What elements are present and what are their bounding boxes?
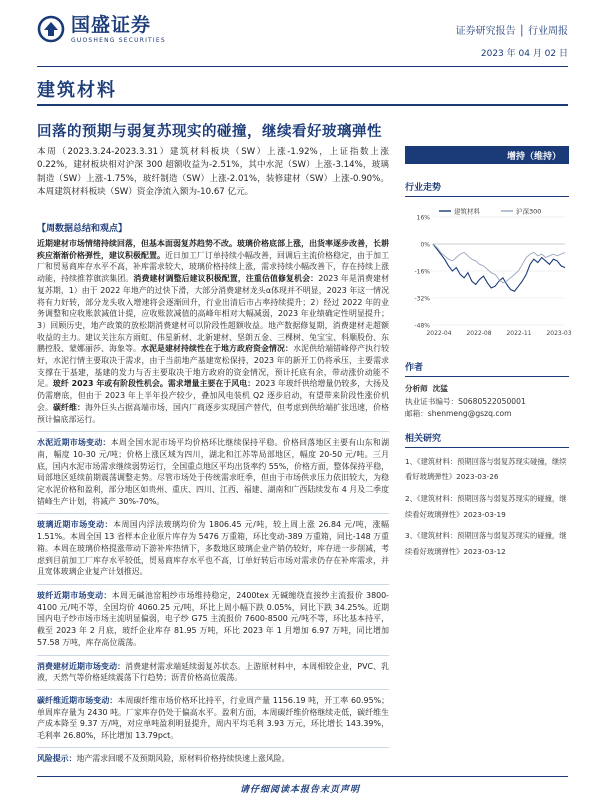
cement-text: 水泥供给端错峰停产执行较好，水泥行情主要取决于需求，由于当前地产基建宽松保持，2023 年的新开工仍将承压，主要需求支撑在于基建，基建的发力与否主要取决于地方政府的资金情况，预计托底有余，带动涨价动能不足。 [37,344,389,389]
analyst-name: 沈猛 [432,384,448,393]
risk-label: 风险提示： [37,753,77,763]
fiber-lead: 玻纤 2023 年或有阶段性机会。需求增量主要在于风电： [52,379,256,389]
analyst-line [405,383,569,396]
logo-icon [37,15,65,43]
fiberglass-label: 玻纤近期市场变动： [37,590,112,600]
section-divider [37,655,389,656]
report-type: 证券研究报告 │ 行业周报 [455,26,568,37]
logo-subtext: GUOSHENG SECURITIES [71,37,166,44]
performance-chart-svg [405,203,572,348]
series-line [433,244,565,283]
y-tick-label: -16% [414,268,430,276]
paragraph-carbon [37,695,389,742]
outlook-lead: 近期建材市场情绪持续回落，但基本面弱复苏趋势不改。玻璃价格底部上涨，出货率逐步改善，长耕疾应渐渐价格弹性，建议积极配置。 [37,239,389,260]
related-report-link[interactable]: 1、《建筑材料：预期回落与弱复苏现实碰撞，继续看好玻璃弹性》2023-03-26 [405,456,567,482]
y-tick-label: 16% [416,214,430,222]
section-divider [37,689,389,690]
fiber-text: 2023 年玻纤供给增量仍较多，大扬及仍需磨底，但由于 2023 年上半年投产较少，叠加风电装机 Q2 逐步启动，有望带来阶段性涨价机会。 [37,379,389,412]
consumer-body: 消费建材需求端延续弱复苏状态。上游原材料中，本周相较企业，PVC、乳液，天然气等价格延续震荡下行趋势；沥青价格高位震荡。 [37,661,389,683]
fiberglass-body: 本周无碱池窑粗纱市场维持稳定，2400tex 无碱缠绕直接纱主流报价 3800-4100 元/吨不等，全国均价 4060.25 元/吨，环比上周小幅下跌 0.05%，同比下跌 34.25%。近期国内电子纱市场市场主流明显偏弱，电子纱 G75 主流报价 7600-8500 元/吨不等，环比基本持平，截至 2023 年 2 月底，玻纤企业库存 81.95 万吨，环比 2023 年 1 月增加 6.97 万吨，同比增加 57.58 万吨，库存高位震荡。 [37,590,389,647]
related-header: 相关研究 [405,431,569,448]
legend-label: 建筑材料 [454,207,480,216]
footer-divider [37,776,568,777]
x-tick-label: 2022-04 [426,330,452,337]
x-tick-label: 2022-08 [466,330,492,337]
performance-chart [405,203,572,348]
related-report-link[interactable]: 3、《建筑材料：预期回落与弱复苏现实的碰撞，继续看好玻璃弹性》2023-03-12 [405,531,567,556]
paragraph-fiberglass [37,590,389,649]
consumer-text: 2023 年是消费建材复苏期，1）由于 2022 年地产的过快下滑，大部分消费建材龙头α体现并不明显，2023 年这一情况将有力好转，部分龙头收入增速将会逐渐回升，行业出清后市占率持续提升；2）经过 2022 年的业务调整和应收账款减值计提，应收账款减值的高峰年相对大幅减弱，2023 年业绩确定性明显提升；3）回顾历史，地产政策的放松期消费建材可以阶段性超额收益。地产数据修复期，消费建材走超额收益的主力。建议关注东方雨虹、伟星新材、北新建材、坚朗五金、三棵树、兔宝宝、科顺股份、东鹏控股、蒙娜丽莎、海象等。 [37,274,389,354]
section-divider [37,747,389,748]
sector-name: 建筑材料 [37,80,117,101]
consumer-lead: 消费建材调整后建议积极配置，注重估值修复机会： [133,274,319,284]
y-tick-label: 0% [420,241,430,249]
paragraph-outlook [37,238,389,425]
glass-label: 玻璃近期市场变动： [37,520,113,530]
carbon-text: 海外巨头占据高端市场，国内厂商逐步实现国产替代，但考虑到供给端扩张迅速，价格预计偏底部运行。 [37,402,389,424]
logo [37,14,166,44]
report-footer [0,776,600,800]
paragraph-risk [37,753,389,765]
y-tick-label: -48% [414,322,430,330]
intro-paragraph: 本周（2023.3.24-2023.3.31）建筑材料板块（SW）上涨-1.92%，上证指数上涨 0.22%，建材板块相对沪深 300 超额收益为-2.51%，其中水泥（SW）上涨-3.14%，玻璃制造（SW）上涨-1.75%，玻纤制造（SW）上涨-2.01%，装修建材（SW）上涨-0.90%。本周建筑材料板块（SW）资金净流入额为-10.67 亿元。 [37,147,389,198]
glass-body: 本周国内浮法玻璃均价为 1806.45 元/吨，较上周上涨 26.84 元/吨，涨幅 1.51%。本周全国 13 省样本企业原片库存为 5476 万重箱，环比变动-389 万重箱，同比-148 万重箱。本周在玻璃价格提涨带动下游补库热情下，多数地区玻璃企业产销仍较好，库存进一步削减，考虑到目前加工厂库存水平较低，贸易商库存水平也不高，订单好转后市场对需求仍存在补库需求，并且宽体玻璃企业复产计划推迟。 [37,520,389,577]
header-divider [37,66,568,67]
performance-header: 行业走势 [405,180,569,197]
paragraph-glass [37,519,389,578]
report-title: 回落的预期与弱复苏现实的碰撞，继续看好玻璃弹性 [37,124,382,140]
report-header [0,0,600,70]
y-tick-label: -32% [414,295,430,303]
rating-badge: 增持（维持） [405,146,569,164]
cement-lead: 水泥是建材持续性在于地方政府资金情况： [141,344,294,354]
logo-text: 国盛证券 [71,14,152,36]
carbon-label: 碳纤维近期市场变动： [37,695,118,705]
x-tick-label: 2022-11 [506,330,532,337]
section-divider [37,513,389,514]
legend-label: 沪深300 [516,207,542,216]
risk-body: 地产需求回暖不及预期风险，原材料价格持续快速上涨风险。 [76,753,290,763]
paragraph-consumer [37,661,389,684]
cement-body: 本周全国水泥市场平均价格环比继续保持平稳。价格回落地区主要有山东和湖南，幅度 10-30 元/吨；价格上涨区域为四川，湖北和江苏等局部地区，幅度 20-50 元/吨。三月底，国内水泥市场需求继续弱势运行，全国重点地区平均出货率约 55%，价格方面，整体保持平稳，局部地区延续前期震荡调整走势。尽管市场处于传统需求旺季，但由于市场供求压力依旧较大，为稳定水泥价格和盈利，部分地区如贵州、重庆、四川、江西、福建、湖南和广西陆续发布 4 月及二季度错峰生产计划，将减产 30%-70%。 [37,438,389,506]
report-date: 2023 年 04 月 02 日 [480,49,568,59]
cement-label: 水泥近期市场变动： [37,438,111,448]
summary-body [37,238,389,769]
sector-divider [37,104,568,106]
analyst-email[interactable]: 邮箱：shenmeng@gszq.com [405,409,512,419]
paragraph-cement [37,437,389,507]
outlook-text: 近日加工厂订单持续小幅改善，回调后主流价格稳定，由于加工厂和贸易商库存水平不高，补库需求较大，玻璃价格持续上涨，需求持续小幅改善下，存在持续上涨动能，持续推荐旗滨集团。 [37,250,389,284]
analyst-label: 分析师 [405,384,428,393]
footer-disclaimer: 请仔细阅读本报告末页声明 [239,785,360,795]
abstract-label: 【周数据总结和观点】 [37,224,128,234]
carbon-body: 本周碳纤维市场价格环比持平，行业周产量 1156.19 吨，开工率 60.95%；单周库存量为 2430 吨。厂家库存仍处于偏高水平。盈利方面，本周碳纤维价格继续走低，碳纤维生产成本降至 9.37 万/吨，对应单吨盈利明显提升，周内平均毛利 3.93 万元，环比增长 143.39%，毛利率 26.80%，环比增加 13.79pct。 [37,695,389,741]
related-report-link[interactable]: 2、《建筑材料：预期回落与弱复苏现实的碰撞，继续看好玻璃弹性》2023-03-19 [405,493,567,519]
x-tick-label: 2023-03 [546,330,572,337]
carbon-lead: 碳纤维： [53,402,86,412]
consumer-label: 消费建材近期市场变动： [37,661,126,671]
series-line [433,244,565,291]
license-number: 执业证书编号：S0680522050001 [405,396,526,406]
section-divider [37,584,389,585]
author-header: 作者 [405,360,569,377]
sidebar [405,180,572,565]
section-divider [37,431,389,432]
